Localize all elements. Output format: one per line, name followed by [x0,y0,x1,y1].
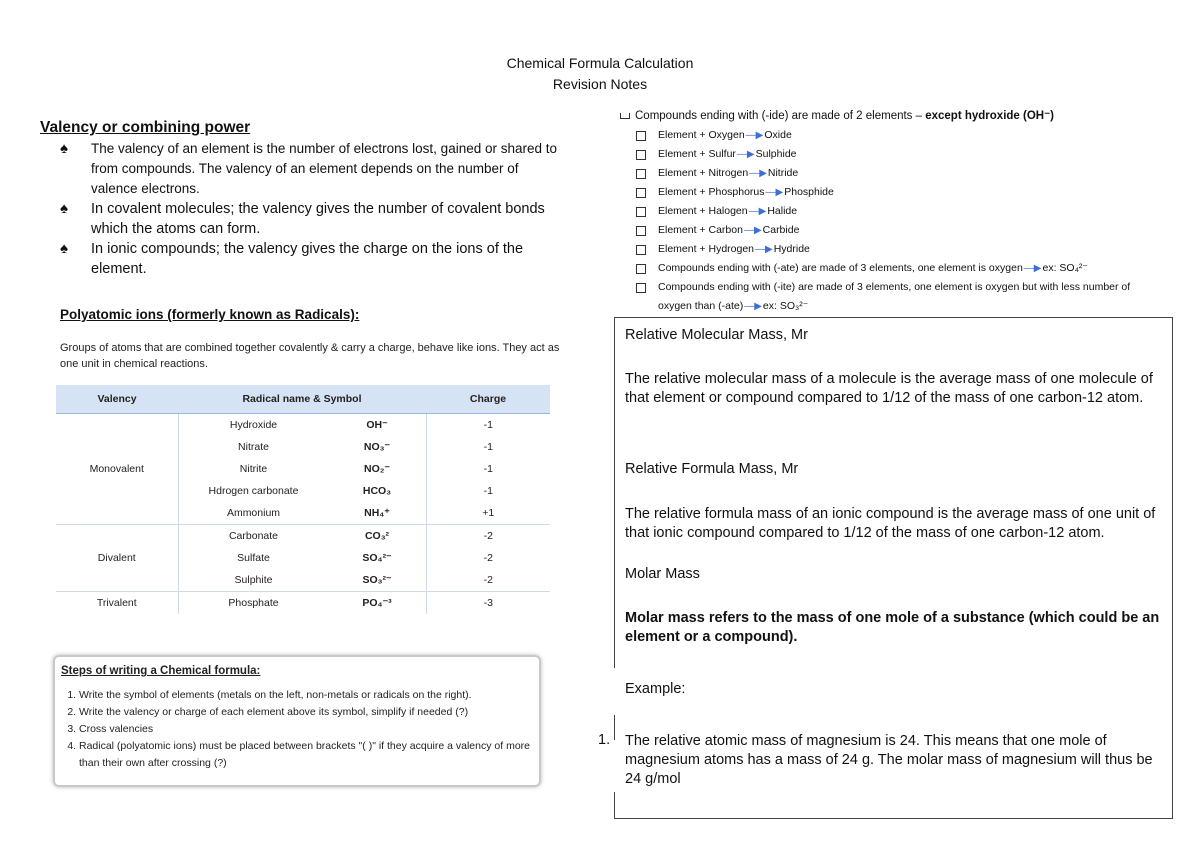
spade-icon: ♠ [60,240,68,257]
radicals-table [56,385,550,614]
radical-symbol: PO₄⁻³ [362,597,392,609]
checkbox-icon [636,264,646,274]
ide-rule: Compounds ending with (-ide) are made of 2 elements – except hydroxide (OH⁻) [620,108,1054,122]
frame-gap [612,668,618,715]
checkbox-icon [636,226,646,236]
list-item: Element + Halogen —▶ Halide [636,202,1176,221]
fm-heading: Relative Formula Mass, Mr [625,461,799,477]
column-header: Valency [56,385,178,414]
polyatomic-paragraph: Groups of atoms that are combined together covalently & carry a charge, behave like ions. They act as one unit in chemical reactions. [60,342,560,370]
list-item: Element + Oxygen —▶ Oxide [636,126,1176,145]
valency-bullets [60,139,560,279]
radical-symbol: OH⁻ [366,419,388,431]
radical-symbol: NH₄⁺ [329,502,427,525]
checkbox-icon [620,113,630,119]
radical-name: Hydroxide [229,419,278,431]
radical-name: Nitrate [238,441,269,453]
charge-cell: -2 [426,547,550,569]
list-item: Element + Sulfur —▶ Sulphide [636,145,1176,164]
arrow-right-icon: —▶ [749,168,767,179]
charge-cell: -2 [426,525,550,548]
polyatomic-heading: Polyatomic ions (formerly known as Radicals): [60,307,360,322]
valency-cell: Trivalent [56,592,178,615]
compound-list [636,126,1176,316]
valency-bullet: ♠ In ionic compounds; the valency gives the charge on the ions of the element. [60,240,524,277]
checkbox-icon [636,169,646,179]
charge-cell: -1 [426,458,550,480]
steps-heading: Steps of writing a Chemical formula: [61,665,261,677]
spade-icon: ♠ [60,140,68,157]
molar-text: Molar mass refers to the mass of one mole of a substance (which could be an element or a compound). [625,610,1160,645]
table-header-row [56,385,550,414]
list-item: Element + Carbon —▶ Carbide [636,221,1176,240]
charge-cell: -1 [426,436,550,458]
mr-text: The relative molecular mass of a molecule is the average mass of one molecule of that element or compound compared to 1/12 of the mass of one carbon-12 atom. [625,371,1153,406]
radical-name: Phosphate [228,597,279,609]
table-row [56,592,550,615]
radical-symbol: HCO₃ [362,485,392,497]
radical-symbol: NO₃⁻ [363,441,391,453]
step-item: 1. Write the symbol of elements (metals on the left, non-metals or radicals on the right). [79,687,533,704]
valency-heading: Valency or combining power [40,119,251,136]
radical-name: Nitrite [239,463,268,475]
fm-text: The relative formula mass of an ionic compound is the average mass of one unit of that ionic compound compared to 1/12 of the mass of one carbon-12 atom. [625,506,1156,541]
page-title: Chemical Formula Calculation [506,55,694,71]
valency-bullet: ♠ In covalent molecules; the valency gives the number of covalent bonds which the atoms can form. [60,200,545,237]
list-item: Element + Hydrogen —▶ Hydride [636,240,1176,259]
checkbox-icon [636,131,646,141]
checkbox-icon [636,188,646,198]
charge-cell: -3 [426,592,550,615]
column-header: Radical name & Symbol [178,385,426,414]
table-row [56,525,550,548]
frame-gap [612,740,618,792]
checkbox-icon [636,283,646,293]
radical-name: Hdrogen carbonate [208,485,299,497]
arrow-right-icon: —▶ [1023,263,1042,274]
charge-cell: -1 [426,480,550,502]
list-item: Compounds ending with (-ate) are made of 3 elements, one element is oxygen —▶ ex: SO₄²⁻ [636,259,1176,278]
radical-symbol: SO₃²⁻ [329,569,427,592]
steps-box [53,655,541,787]
radical-name: Carbonate [228,530,279,542]
arrow-right-icon: —▶ [745,130,764,141]
mr-heading: Relative Molecular Mass, Mr [625,327,808,343]
arrow-right-icon: —▶ [755,244,773,255]
checkbox-icon [636,207,646,217]
checkbox-icon [636,150,646,160]
list-item: Compounds ending with (-ite) are made of 3 elements, one element is oxygen but with less number of oxygen than (-ate)—▶ex: SO₃²⁻ [636,278,1176,316]
step-item: 4. Radical (polyatomic ions) must be placed between brackets "( )" if they acquire a valency of more than their own after crossing (?) [79,738,533,772]
radical-name: Sulphite [178,569,329,592]
charge-cell: -1 [426,414,550,437]
valency-bullet: ♠ The valency of an element is the number of electrons lost, gained or shared to from compounds. The valency of an element depends on the number of valence electrons. [60,140,558,196]
radical-symbol: SO₄²⁻ [362,552,392,564]
step-item: 3. Cross valencies [79,721,533,738]
arrow-right-icon: —▶ [744,301,762,312]
valency-cell: Divalent [56,525,178,592]
radical-symbol: NO₂⁻ [364,463,390,475]
spade-icon: ♠ [60,200,68,217]
radical-symbol: CO₃² [364,530,390,542]
molar-heading: Molar Mass [625,566,700,582]
arrow-right-icon: —▶ [748,206,767,217]
table-row [56,414,550,437]
column-header: Charge [426,385,550,414]
charge-cell: +1 [426,502,550,525]
page-subtitle: Revision Notes [552,76,648,92]
radical-name: Sulfate [237,552,270,564]
charge-cell: -2 [426,569,550,592]
step-item: 2. Write the valency or charge of each element above its symbol, simplify if needed (?) [79,704,533,721]
example-number: 1. [598,732,611,748]
example-label: Example: [625,681,686,697]
list-item: Element + Phosphorus —▶ Phosphide [636,183,1176,202]
steps-list [61,687,533,772]
list-item: Element + Nitrogen —▶ Nitride [636,164,1176,183]
arrow-right-icon: —▶ [765,187,784,198]
arrow-right-icon: —▶ [736,149,755,160]
arrow-right-icon: —▶ [743,225,762,236]
radical-name: Ammonium [178,502,329,525]
checkbox-icon [636,245,646,255]
example-text: The relative atomic mass of magnesium is 24. This means that one mole of magnesium atoms has a mass of 24 g. The molar mass of magnesium will thus be 24 g/mol [625,733,1153,787]
valency-cell: Monovalent [56,414,178,525]
